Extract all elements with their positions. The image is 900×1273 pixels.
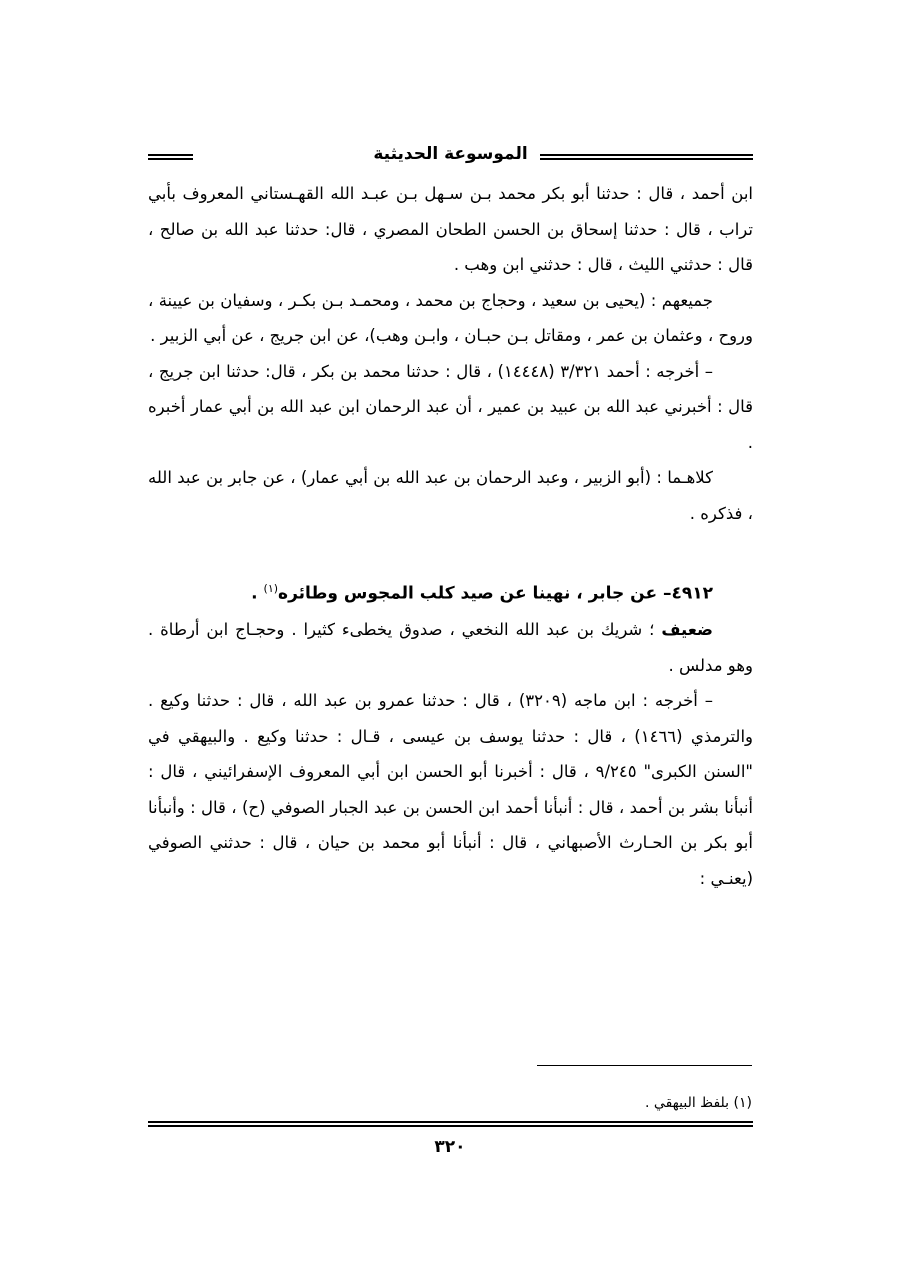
grade-label: ضعيف <box>661 620 713 640</box>
page-header <box>148 138 753 176</box>
paragraph-chain-2: جميعهم : (يحيى بن سعيد ، وحجاج بن محمد ، ومحمـد بـن بكـر ، وسفيان بن عيينة ، وروح ، وعثمان بن عمر ، ومقاتل بـن حبـان ، وابـن وهب)، عن ابن جريج ، عن أبي الزبير . <box>148 290 753 345</box>
hadith-grade <box>148 612 753 683</box>
hadith-title-end: . <box>251 583 264 604</box>
page-number: ٣٢٠ <box>434 1137 466 1157</box>
header-title-text: الموسوعة الحديثية <box>361 144 539 164</box>
paragraph-chain-summary: كلاهـما : (أبو الزبير ، وعبد الرحمان بن عبد الله بن أبي عمار) ، عن جابر بن عبد الله ، فذكره . <box>148 468 753 523</box>
footnote: (١) بلفظ البيهقي . <box>645 1095 752 1111</box>
hadith-takhrij: – أخرجه : ابن ماجه (٣٢٠٩) ، قال : حدثنا عمرو بن عبد الله ، قال : حدثنا وكيع . والترمذي (١٤٦٦) ، قال : حدثنا يوسف بن عيسى ، قـال : حدثنا وكيع . والبيهقي في "السنن الكبرى" ٩/٢٤٥ ، قال : أخبرنا أبو الحسن ابن أبي المعروف الإسفرائيني ، قال : أنبأنا بشر بن أحمد ، قال : أنبأنا أحمد ابن الحسن بن عبد الجبار الصوفي (ح) ، قال : وأنبأنا أبو بكر بن الحـارث الأصبهاني ، قال : أنبأنا أبو محمد بن حيان ، قال : حدثني الصوفي (يعنـي : <box>148 691 754 888</box>
footnote-ref[interactable]: (١) <box>263 582 279 595</box>
paragraph-takhrij-ahmad: – أخرجه : أحمد ٣/٣٢١ (١٤٤٤٨) ، قال : حدثنا محمد بن بكر ، قال: حدثنا ابن جريج ، قال : أخبرني عبد الله بن عبيد بن عمير ، أن عبد الرحمان ابن عبد الله بن أبي عمار أخبره . <box>148 361 753 452</box>
header-title <box>148 142 753 166</box>
grade-text: ؛ شريك بن عبد الله النخعي ، صدوق يخطىء كثيرا . وحجـاج ابن أرطاة . وهو مدلس . <box>148 620 753 675</box>
paragraph-chain-1: ابن أحمد ، قال : حدثنا أبو بكر محمد بـن سـهل بـن عبـد الله القهـستاني المعروف بأبي تراب ، قال : حدثنا إسحاق بن الحسن الطحان المصري ، قال: حدثنا عبد الله بن صالح ، قال : حدثني الليث ، قال : حدثني ابن وهب . <box>148 184 753 274</box>
hadith-title-text: ٤٩١٢– عن جابر ، نهينا عن صيد كلب المجوس وطائره <box>278 583 713 604</box>
bottom-rule <box>148 1121 753 1127</box>
hadith-title <box>148 571 753 612</box>
page-body <box>148 138 753 896</box>
footnote-separator <box>537 1065 752 1066</box>
